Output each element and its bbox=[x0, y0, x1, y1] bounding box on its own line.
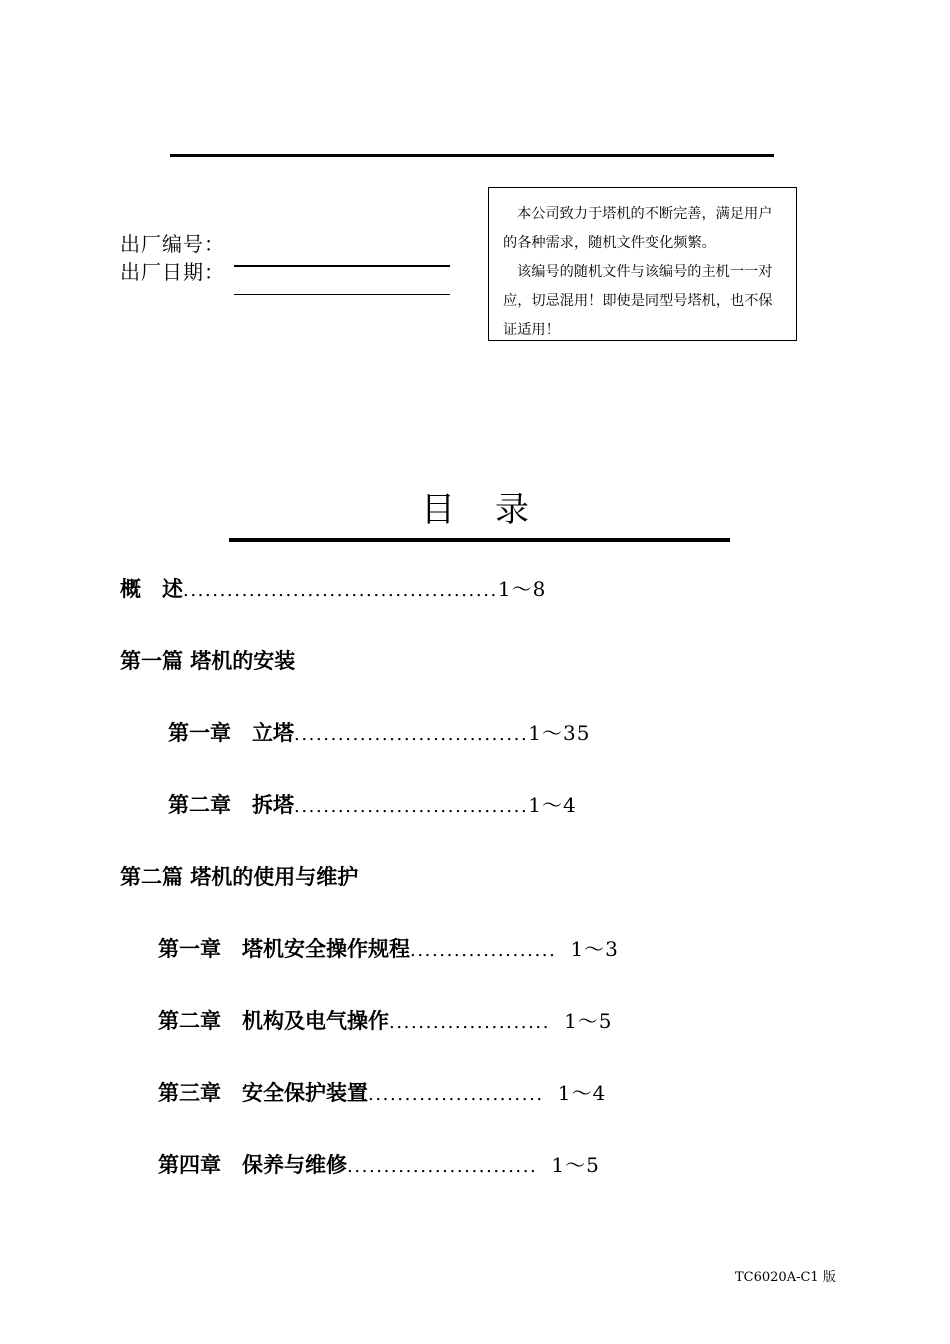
notice-box bbox=[488, 187, 797, 341]
toc-entry-label: 第一章 立塔 bbox=[168, 721, 294, 745]
toc-title-rule bbox=[229, 538, 730, 542]
toc-entry-part2-ch2[interactable] bbox=[158, 1006, 613, 1038]
toc-entry-pages: 1～35 bbox=[528, 721, 591, 745]
notice-paragraph-2: 该编号的随机文件与该编号的主机一一对应，切忌混用！即使是同型号塔机，也不保证适用！ bbox=[503, 264, 773, 338]
toc-leader-dots: .......................... bbox=[347, 1156, 538, 1177]
toc-leader-dots: ................................ bbox=[294, 724, 529, 745]
toc-entry-part2-ch3[interactable] bbox=[158, 1078, 606, 1110]
notice-paragraph-1: 本公司致力于塔机的不断完善，满足用户的各种需求，随机文件变化频繁。 bbox=[503, 206, 773, 251]
factory-date-label: 出厂日期： bbox=[120, 260, 225, 284]
toc-entry-pages: 1～8 bbox=[497, 577, 547, 601]
toc-entry-label: 第三章 安全保护装置 bbox=[158, 1081, 368, 1105]
toc-entry-label: 第二章 机构及电气操作 bbox=[158, 1009, 389, 1033]
toc-leader-dots: ................................ bbox=[294, 796, 529, 817]
toc-entry-label: 第四章 保养与维修 bbox=[158, 1153, 347, 1177]
toc-entry-label: 概 述 bbox=[120, 577, 183, 601]
toc-part-1-heading[interactable]: 第一篇 塔机的安装 bbox=[120, 649, 296, 673]
toc-entry-pages: 1～3 bbox=[570, 937, 619, 961]
toc-leader-dots: .................... bbox=[410, 940, 557, 961]
toc-entry-pages: 1～5 bbox=[564, 1009, 613, 1033]
toc-entry-part2-ch4[interactable] bbox=[158, 1150, 600, 1182]
factory-date-line bbox=[234, 294, 450, 295]
version-footer: TC6020A-C1 版 bbox=[735, 1270, 836, 1285]
toc-leader-dots: ...................... bbox=[389, 1012, 551, 1033]
serial-number-line bbox=[234, 265, 450, 267]
toc-entry-overview[interactable] bbox=[120, 574, 546, 606]
toc-entry-label: 第一章 塔机安全操作规程 bbox=[158, 937, 410, 961]
toc-entry-pages: 1～5 bbox=[551, 1153, 600, 1177]
toc-leader-dots: ........................ bbox=[368, 1084, 544, 1105]
toc-entry-label: 第二章 拆塔 bbox=[168, 793, 294, 817]
toc-part-2-heading[interactable]: 第二篇 塔机的使用与维护 bbox=[120, 865, 359, 889]
toc-entry-pages: 1～4 bbox=[557, 1081, 607, 1105]
top-rule bbox=[170, 154, 774, 157]
toc-entry-pages: 1～4 bbox=[528, 793, 577, 817]
toc-entry-part1-ch1[interactable] bbox=[168, 718, 590, 750]
toc-leader-dots: ........................................... bbox=[183, 580, 498, 601]
toc-entry-part1-ch2[interactable] bbox=[168, 790, 577, 822]
toc-title: 目录 bbox=[421, 490, 569, 530]
serial-number-label: 出厂编号： bbox=[120, 232, 225, 256]
toc-entry-part2-ch1[interactable] bbox=[158, 934, 619, 966]
